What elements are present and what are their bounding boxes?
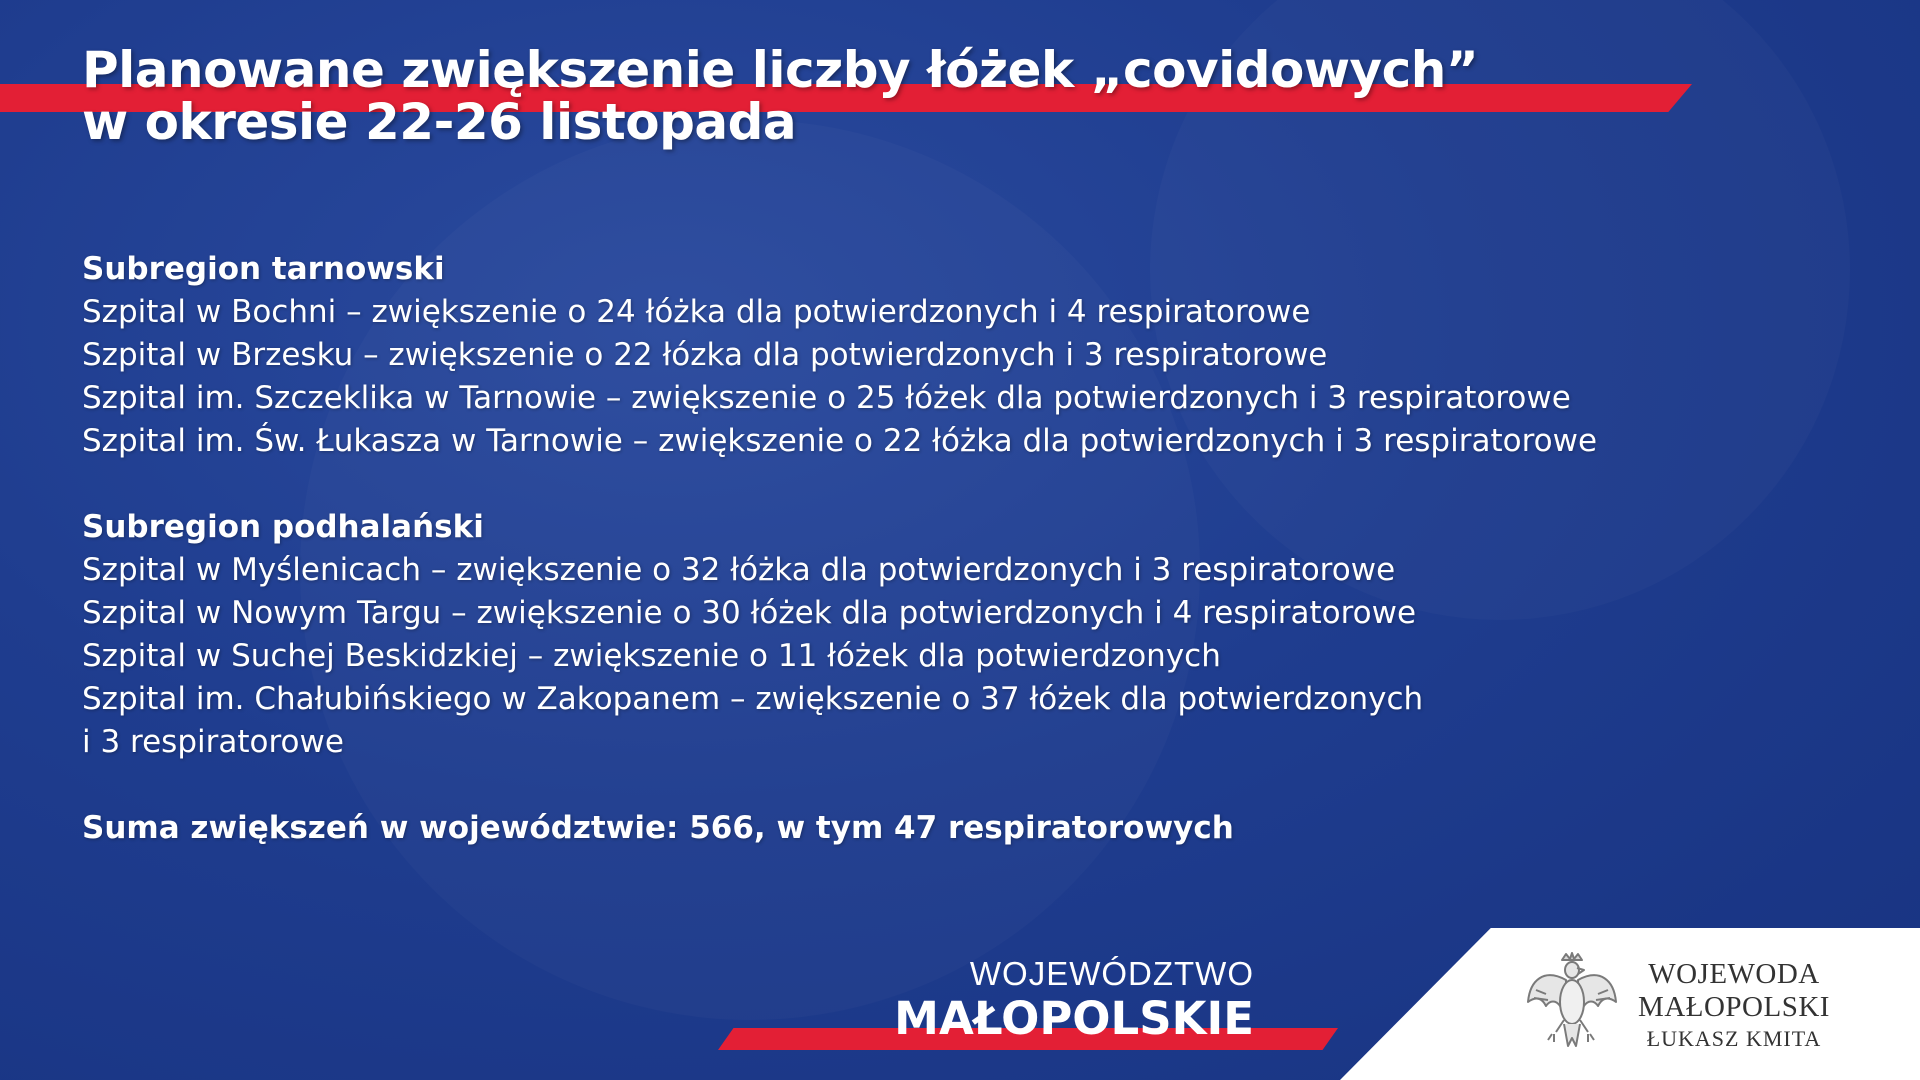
brand-top-text: WOJEWÓDZTWO: [969, 955, 1254, 992]
page-title: [82, 41, 1479, 151]
hospital-line: Szpital im. Chałubińskiego w Zakopanem – zwiększenie o 37 łóżek dla potwierdzonych: [82, 681, 1424, 717]
white-eagle-emblem-icon: [1524, 950, 1620, 1054]
summary-text: Suma zwiększeń w województwie: 566, w tym 47 respiratorowych: [82, 810, 1234, 846]
title-line-2: w okresie 22-26 listopada: [82, 93, 797, 151]
title-line-1: Planowane zwiększenie liczby łóżek „covidowych”: [82, 41, 1479, 99]
hospital-line: Szpital w Bochni – zwiększenie o 24 łóżka dla potwierdzonych i 4 respiratorowe: [82, 294, 1311, 330]
hospital-line: Szpital im. Szczeklika w Tarnowie – zwiększenie o 25 łóżek dla potwierdzonych i 3 respiratorowe: [82, 380, 1571, 416]
hospital-line: Szpital w Brzesku – zwiększenie o 22 łózka dla potwierdzonych i 3 respiratorowe: [82, 337, 1328, 373]
hospital-line: Szpital w Suchej Beskidzkiej – zwiększenie o 11 łóżek dla potwierdzonych: [82, 638, 1221, 674]
hospital-line: i 3 respiratorowe: [82, 724, 344, 760]
voivode-name: ŁUKASZ KMITA: [1646, 1026, 1822, 1051]
region-brand: [720, 954, 1254, 1044]
voivode-title: WOJEWODA: [1648, 958, 1820, 990]
spacer: [82, 764, 1882, 807]
hospital-line: Szpital w Nowym Targu – zwiększenie o 30 łóżek dla potwierdzonych i 4 respiratorowe: [82, 595, 1417, 631]
section-heading-podhalanski: Subregion podhalański: [82, 509, 484, 545]
hospital-line: Szpital im. Św. Łukasza w Tarnowie – zwiększenie o 22 łóżka dla potwierdzonych i 3 respiratorowe: [82, 423, 1598, 459]
spacer: [82, 463, 1882, 506]
voivode-signature: [1634, 958, 1834, 1054]
section-heading-tarnowski: Subregion tarnowski: [82, 251, 445, 287]
voivode-region: MAŁOPOLSKI: [1638, 991, 1830, 1023]
hospital-line: Szpital w Myślenicach – zwiększenie o 32 łóżka dla potwierdzonych i 3 respiratorowe: [82, 552, 1396, 588]
brand-main-text: MAŁOPOLSKIE: [894, 992, 1254, 1045]
announcement-body: [82, 248, 1882, 850]
